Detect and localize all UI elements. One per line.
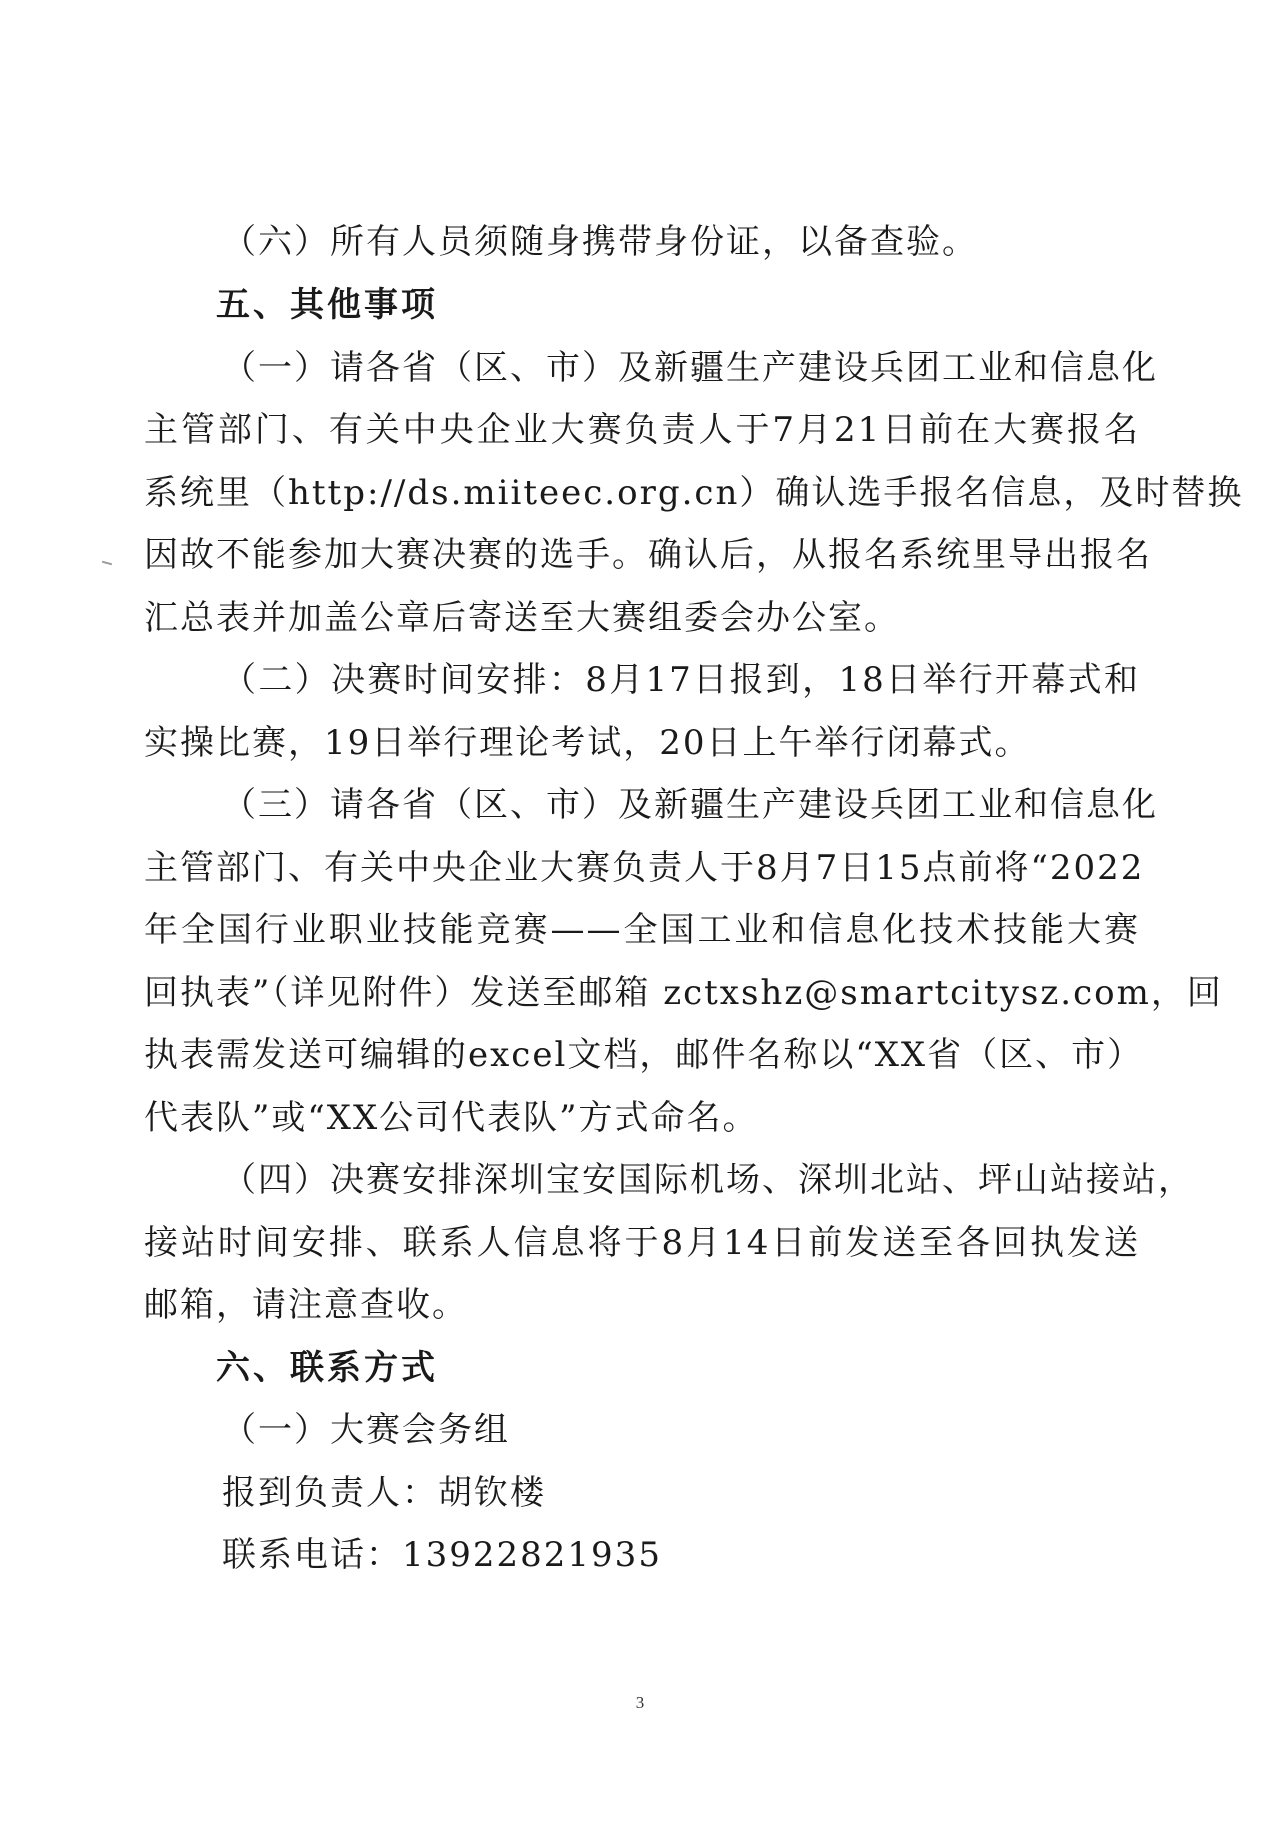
- scan-speck: [102, 561, 112, 566]
- paragraph-3-line-1: （三）请各省（区、市）及新疆生产建设兵团工业和信息化: [222, 785, 1158, 825]
- paragraph-1-line-2: 主管部门、有关中央企业大赛负责人于7月21日前在大赛报名: [144, 410, 1140, 450]
- paragraph-3-line-3: 年全国行业职业技能竞赛——全国工业和信息化技术技能大赛: [144, 910, 1140, 950]
- paragraph-2-line-1: （二）决赛时间安排：8月17日报到，18日举行开幕式和: [222, 660, 1140, 700]
- paragraph-item-6-id-check: （六）所有人员须随身携带身份证，以备查验。: [222, 222, 978, 262]
- paragraph-1-line-3: 系统里（http://ds.miiteec.org.cn）确认选手报名信息，及时替换: [144, 473, 1244, 513]
- paragraph-3-line-4: 回执表”（详见附件）发送至邮箱 zctxshz@smartcitysz.com，回: [144, 973, 1223, 1013]
- paragraph-1-line-4: 因故不能参加大赛决赛的选手。确认后，从报名系统里导出报名: [144, 535, 1152, 575]
- contact-group-title: （一）大赛会务组: [222, 1410, 510, 1450]
- paragraph-1-line-5: 汇总表并加盖公章后寄送至大赛组委会办公室。: [144, 598, 900, 638]
- paragraph-3-line-6: 代表队”或“XX公司代表队”方式命名。: [144, 1098, 759, 1138]
- section-heading-contact: 六、联系方式: [216, 1348, 438, 1388]
- paragraph-1-line-1: （一）请各省（区、市）及新疆生产建设兵团工业和信息化: [222, 348, 1158, 388]
- paragraph-3-line-5: 执表需发送可编辑的excel文档，邮件名称以“XX省（区、市）: [144, 1035, 1144, 1075]
- paragraph-4-line-1: （四）决赛安排深圳宝安国际机场、深圳北站、坪山站接站，: [222, 1160, 1194, 1200]
- paragraph-4-line-3: 邮箱，请注意查收。: [144, 1285, 468, 1325]
- paragraph-3-line-2: 主管部门、有关中央企业大赛负责人于8月7日15点前将“2022: [144, 848, 1145, 888]
- contact-phone: 联系电话：13922821935: [222, 1535, 662, 1575]
- contact-person: 报到负责人：胡钦楼: [222, 1473, 546, 1513]
- paragraph-4-line-2: 接站时间安排、联系人信息将于8月14日前发送至各回执发送: [144, 1223, 1140, 1263]
- page-number: 3: [635, 1693, 645, 1712]
- section-heading-other-matters: 五、其他事项: [216, 285, 438, 325]
- paragraph-2-line-2: 实操比赛，19日举行理论考试，20日上午举行闭幕式。: [144, 723, 1031, 763]
